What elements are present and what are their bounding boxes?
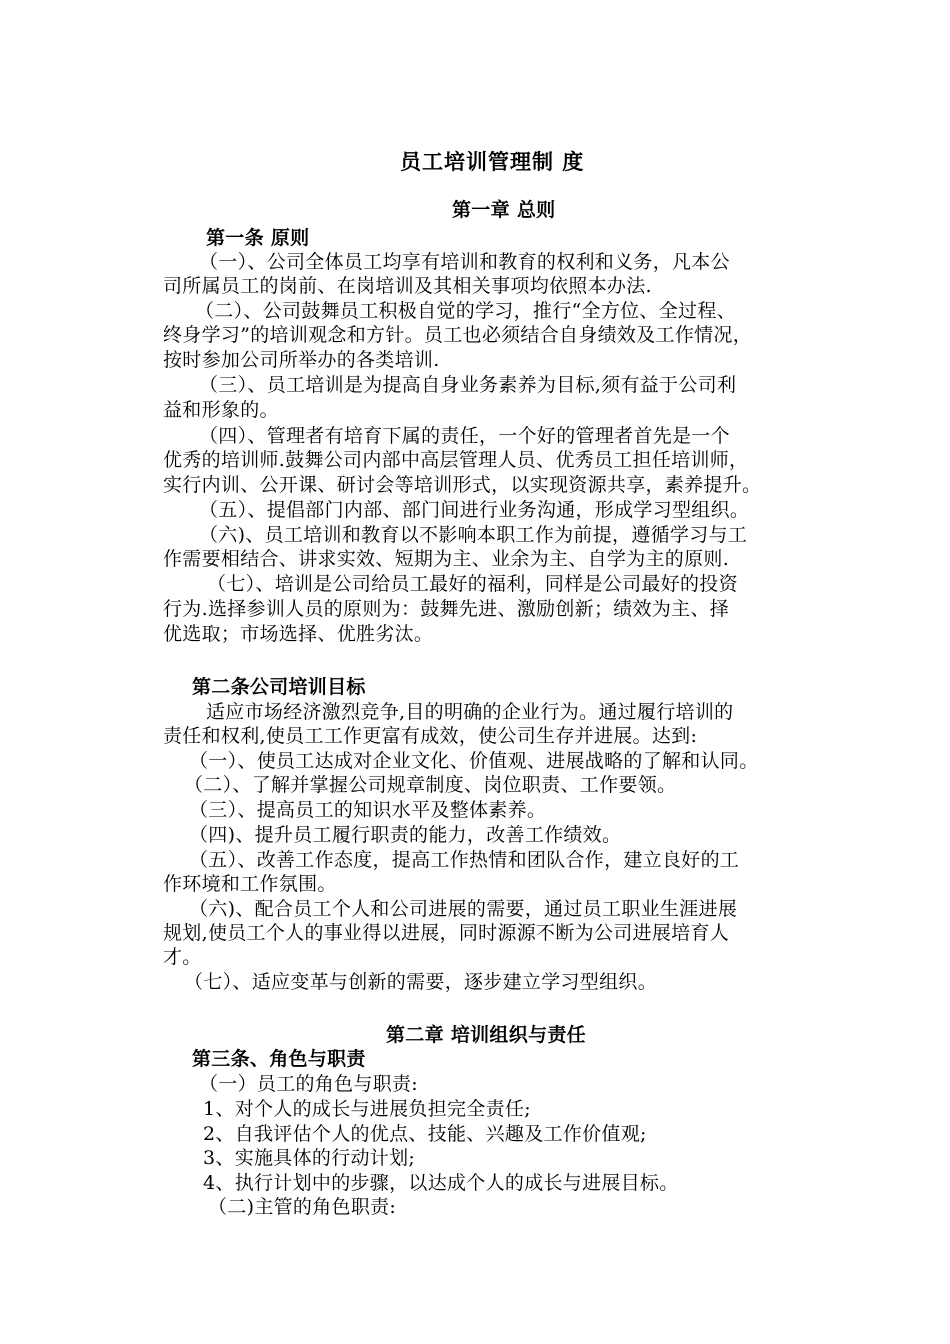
paragraph-line: （二）、公司鼓舞员工积极自觉的学习，推行“全方位、全过程、 (195, 300, 736, 322)
paragraph-line: 才。 (163, 946, 202, 968)
list-item: （二)主管的角色职责: (208, 1196, 397, 1218)
paragraph-line: 优秀的培训师.鼓舞公司内部中高层管理人员、优秀员工担任培训师， (163, 449, 749, 471)
paragraph-line: （六)、员工培训和教育以不影响本职工作为前提，遵循学习与工 (199, 524, 748, 546)
paragraph-line: 优选取；市场选择、优胜劣汰。 (163, 623, 434, 645)
article-3-heading: 第三条、角色与职责 (192, 1048, 366, 1070)
paragraph-line: （三）、员工培训是为提高自身业务素养为目标,须有益于公司利 (199, 374, 737, 396)
list-item: 2、自我评估个人的优点、技能、兴趣及工作价值观; (203, 1123, 647, 1145)
paragraph-line: （三）、提高员工的知识水平及整体素养。 (189, 799, 547, 821)
chapter-2-heading: 第二章 培训组织与责任 (386, 1024, 586, 1046)
paragraph-line: 益和形象的。 (163, 399, 279, 421)
paragraph-line: （六)、配合员工个人和公司进展的需要，通过员工职业生涯进展 (189, 898, 738, 920)
paragraph-line: （一）、使员工达成对企业文化、价值观、进展战略的了解和认同。 (189, 750, 759, 772)
chapter-1-heading: 第一章 总则 (452, 199, 556, 221)
paragraph-line: （一）、公司全体员工均享有培训和教育的权利和义务，凡本公 (199, 251, 730, 273)
paragraph-line: （七）、适应变革与创新的需要，逐步建立学习型组织。 (184, 971, 658, 993)
paragraph-line: （二）、了解并掌握公司规章制度、岗位职责、工作要领。 (184, 774, 677, 796)
list-item: 3、实施具体的行动计划; (203, 1147, 416, 1169)
paragraph-line: 作环境和工作氛围。 (163, 873, 337, 895)
paragraph-line: （五）、改善工作态度，提高工作热情和团队合作，建立良好的工 (189, 849, 740, 871)
paragraph-line: （五）、提倡部门内部、部门间进行业务沟通，形成学习型组织。 (199, 499, 750, 521)
document-title: 员工培训管理制 度 (400, 150, 585, 174)
paragraph-line: 适应市场经济激烈竞争,目的明确的企业行为。通过履行培训的 (206, 701, 734, 723)
list-item: 1、对个人的成长与进展负担完全责任; (203, 1098, 531, 1120)
list-item: （一）员工的角色与职责: (199, 1073, 419, 1095)
article-1-heading: 第一条 原则 (206, 227, 310, 249)
list-item: 4、执行计划中的步骤，以达成个人的成长与进展目标。 (203, 1172, 679, 1194)
paragraph-line: 终身学习”的培训观念和方针。员工也必须结合自身绩效及工作情况， (163, 324, 753, 346)
paragraph-line: 按时参加公司所举办的各类培训. (163, 349, 440, 371)
article-2-heading: 第二条公司培训目标 (192, 676, 366, 698)
paragraph-line: 实行内训、公开课、研讨会等培训形式，以实现资源共享，素养提升。 (163, 474, 762, 496)
paragraph-line: 作需要相结合、讲求实效、短期为主、业余为主、自学为主的原则. (163, 548, 730, 570)
paragraph-line: （四）、管理者有培育下属的责任，一个好的管理者首先是一个 (199, 425, 730, 447)
paragraph-line: （七）、培训是公司给员工最好的福利，同样是公司最好的投资 (207, 573, 738, 595)
paragraph-line: 规划,使员工个人的事业得以进展，同时源源不断为公司进展培育人 (163, 922, 730, 944)
paragraph-line: 司所属员工的岗前、在岗培训及其相关事项均依照本办法. (163, 275, 652, 297)
paragraph-line: 行为.选择参训人员的原则为：鼓舞先进、激励创新；绩效为主、择 (163, 598, 730, 620)
paragraph-line: 责任和权利,使员工工作更富有成效，使公司生存并进展。达到: (163, 725, 698, 747)
paragraph-line: （四)、提升员工履行职责的能力，改善工作绩效。 (189, 824, 622, 846)
